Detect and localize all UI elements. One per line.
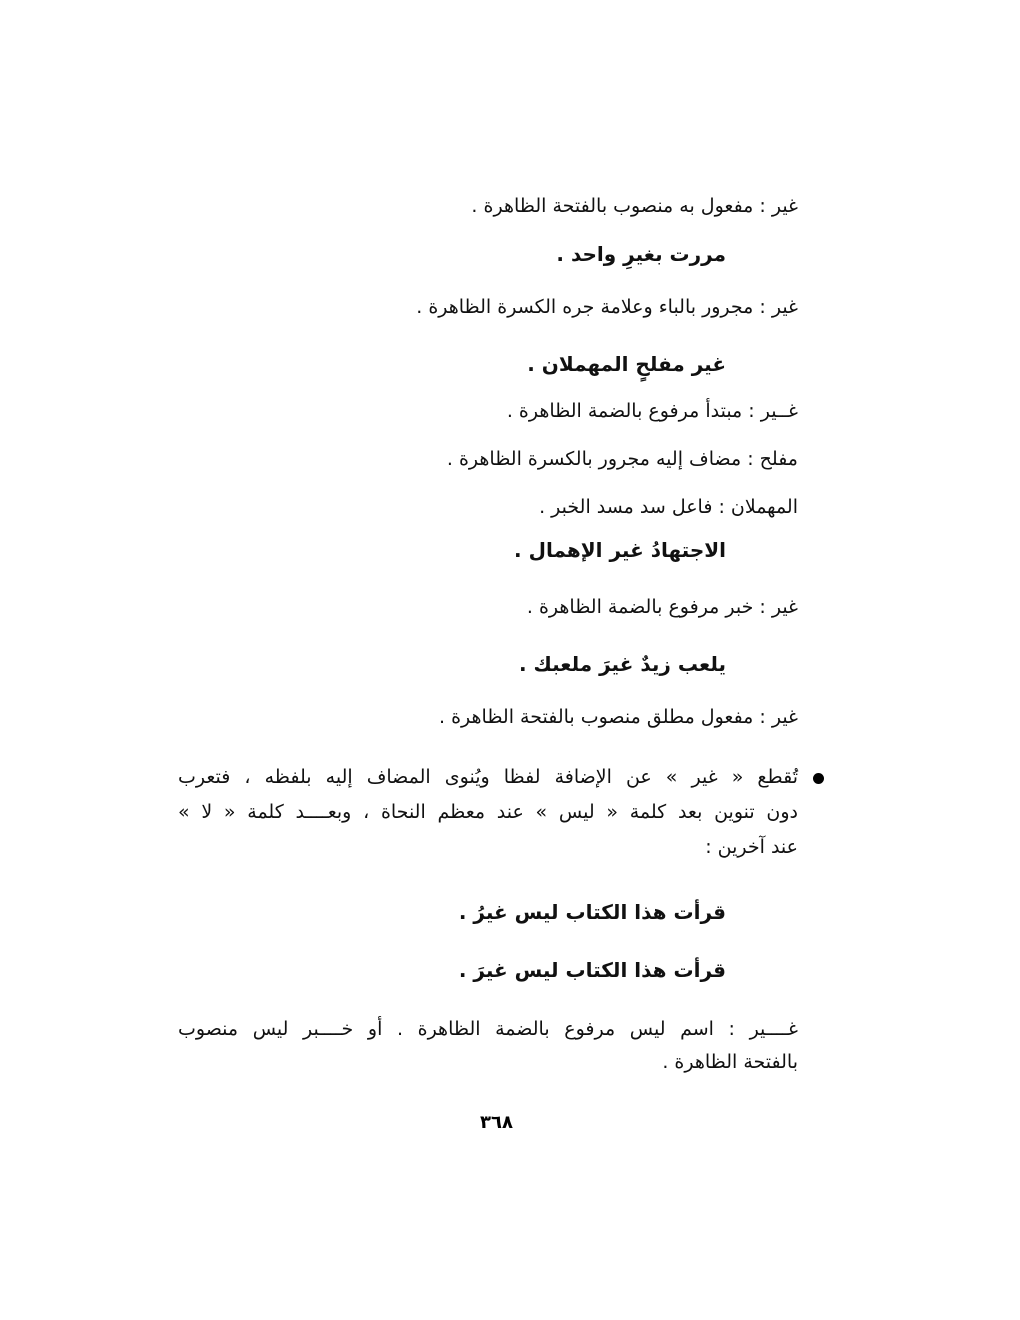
analysis-line: غير : مفعول مطلق منصوب بالفتحة الظاهرة . bbox=[439, 706, 798, 728]
analysis-line: غير : خبر مرفوع بالضمة الظاهرة . bbox=[526, 596, 798, 618]
example-sentence: قرأت هذا الكتاب ليس غيرَ . bbox=[458, 958, 726, 982]
example-sentence: يلعب زيدٌ غيرَ ملعبك . bbox=[518, 652, 726, 676]
analysis-line: مفلح : مضاف إليه مجرور بالكسرة الظاهرة . bbox=[446, 448, 798, 470]
analysis-line: المهملان : فاعل سد مسد الخبر . bbox=[539, 496, 798, 518]
bullet-dot-icon bbox=[813, 773, 824, 784]
analysis-line: غــير : مبتدأ مرفوع بالضمة الظاهرة . bbox=[506, 400, 798, 422]
example-sentence: مررت بغيرِ واحد . bbox=[556, 242, 726, 266]
example-sentence: غير مفلحٍ المهملان . bbox=[527, 352, 726, 376]
rule-paragraph-line: عند آخرين : bbox=[705, 836, 798, 858]
example-sentence: الاجتهادُ غير الإهمال . bbox=[514, 538, 726, 562]
analysis-line: غير : مجرور بالباء وعلامة جره الكسرة الظاهرة . bbox=[416, 296, 798, 318]
analysis-line: غير : مفعول به منصوب بالفتحة الظاهرة . bbox=[471, 195, 798, 217]
page-number: ٣٦٨ bbox=[480, 1112, 513, 1133]
rule-paragraph-line: دون تنوين بعد كلمة « ليس » عند معظم النحاة ، وبعــــد كلمة « لا » bbox=[178, 801, 798, 823]
rule-paragraph-line: تُقطع « غير » عن الإضافة لفظا ويُنوى المضاف إليه بلفظه ، فتعرب bbox=[178, 766, 798, 788]
final-analysis-line: بالفتحة الظاهرة . bbox=[662, 1051, 798, 1073]
final-analysis-line: غــــير : اسم ليس مرفوع بالضمة الظاهرة . أو خــــبر ليس منصوب bbox=[178, 1018, 798, 1040]
example-sentence: قرأت هذا الكتاب ليس غيرُ . bbox=[458, 900, 726, 924]
